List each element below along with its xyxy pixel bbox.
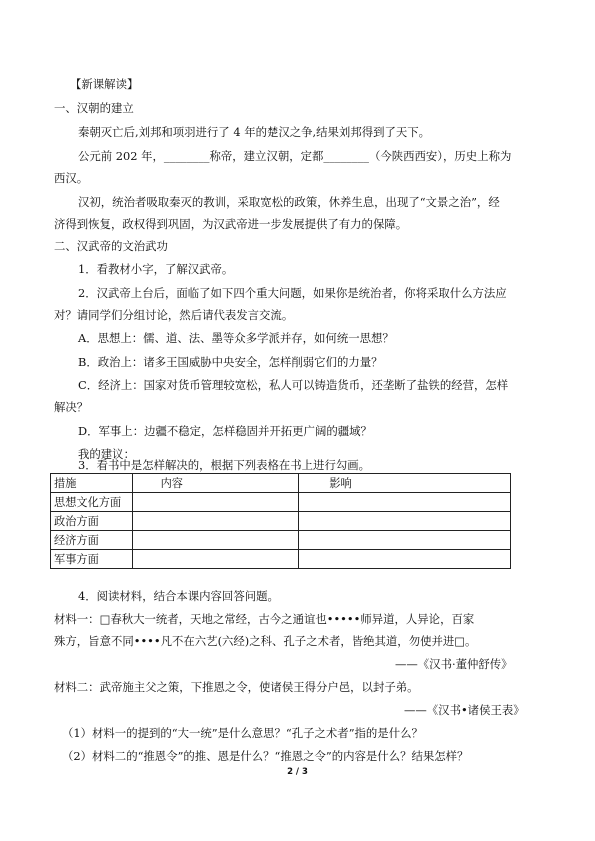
header-measure: 措施	[51, 474, 133, 493]
impact-cell[interactable]	[299, 550, 511, 569]
section-2-title: 二、汉武帝的文治武功	[54, 239, 168, 253]
my-suggestion-label: 我的建议：	[78, 447, 135, 461]
material-1-line-1: 材料一：□春秋大一统者，天地之常经，古今之通谊也•••••师异道，人异论，百家	[54, 612, 475, 626]
content-cell[interactable]	[132, 531, 299, 550]
content-cell[interactable]	[132, 512, 299, 531]
question-3: 3．看书中是怎样解决的，根据下列表格在书上进行勾画。	[78, 458, 371, 472]
question-4: 4．阅读材料，结合本课内容回答问题。	[78, 589, 279, 603]
sub-question-1: （1）材料一的提到的“大一统”是什么意思？“孔子之术者”指的是什么？	[62, 726, 423, 740]
paragraph-3-line-2: 济得到恢复，政权得到巩固，为汉武帝进一步发展提供了有力的保障。	[54, 217, 408, 231]
section-heading: 【新课解读】	[70, 77, 139, 91]
table-row	[51, 493, 511, 512]
question-2-line-1: 2．汉武帝上台后，面临了如下四个重大问题，如果你是统治者，你将采取什么方法应	[78, 286, 507, 300]
issue-b: B．政治上：诸多王国威胁中央安全，怎样削弱它们的力量？	[78, 355, 383, 369]
paragraph-2-line-1: 公元前 202 年，________称帝，建立汉朝，定都________（今陕西西安），历史上称为	[78, 149, 512, 163]
measures-table	[50, 473, 511, 569]
table-row	[51, 550, 511, 569]
table-row	[51, 512, 511, 531]
issue-c-line-1: C．经济上：国家对货币管理较宽松，私人可以铸造货币，还垄断了盐铁的经营，怎样	[78, 378, 509, 392]
sub-question-2: （2）材料二的“推恩令”的推、恩是什么？“推恩之令”的内容是什么？结果怎样？	[62, 749, 469, 763]
paragraph-1: 秦朝灭亡后,刘邦和项羽进行了 4 年的楚汉之争,结果刘邦得到了天下。	[78, 125, 431, 139]
issue-a: A．思想上：儒、道、法、墨等众多学派并存，如何统一思想？	[78, 331, 394, 345]
table-header-row	[51, 474, 511, 493]
paragraph-3-line-1: 汉初，统治者吸取秦灭的教训，采取宽松的政策，休养生息，出现了“文景之治”，经	[78, 195, 500, 209]
row-label: 军事方面	[51, 550, 133, 569]
impact-cell[interactable]	[299, 512, 511, 531]
table-row	[51, 531, 511, 550]
section-1-title: 一、汉朝的建立	[54, 101, 134, 115]
row-label: 思想文化方面	[51, 493, 133, 512]
material-2: 材料二：武帝施主父之策，下推恩之令，使诸侯王得分户邑，以封子弟。	[54, 680, 419, 694]
row-label: 政治方面	[51, 512, 133, 531]
impact-cell[interactable]	[299, 531, 511, 550]
issue-d: D．军事上：边疆不稳定，怎样稳固并开拓更广阔的疆域？	[78, 424, 372, 438]
row-label: 经济方面	[51, 531, 133, 550]
material-1-line-2: 殊方，旨意不同••••凡不在六艺(六经)之科、孔子之术者，皆绝其道，勿使并进□。	[54, 634, 477, 648]
question-1: 1．看教材小字，了解汉武帝。	[78, 262, 234, 276]
content-cell[interactable]	[132, 550, 299, 569]
impact-cell[interactable]	[299, 493, 511, 512]
content-cell[interactable]	[132, 493, 299, 512]
header-content: 内容	[132, 474, 299, 493]
material-1-source: ——《汉书·董仲舒传》	[395, 657, 513, 671]
paragraph-2-line-2: 西汉。	[54, 171, 89, 185]
material-2-source: ——《汉书•诸侯王表》	[404, 703, 525, 717]
header-impact: 影响	[299, 474, 511, 493]
page-number: 2 / 3	[287, 767, 308, 777]
issue-c-line-2: 解决？	[54, 400, 89, 414]
question-2-line-2: 对？请同学们分组讨论，然后请代表发言交流。	[54, 308, 294, 322]
